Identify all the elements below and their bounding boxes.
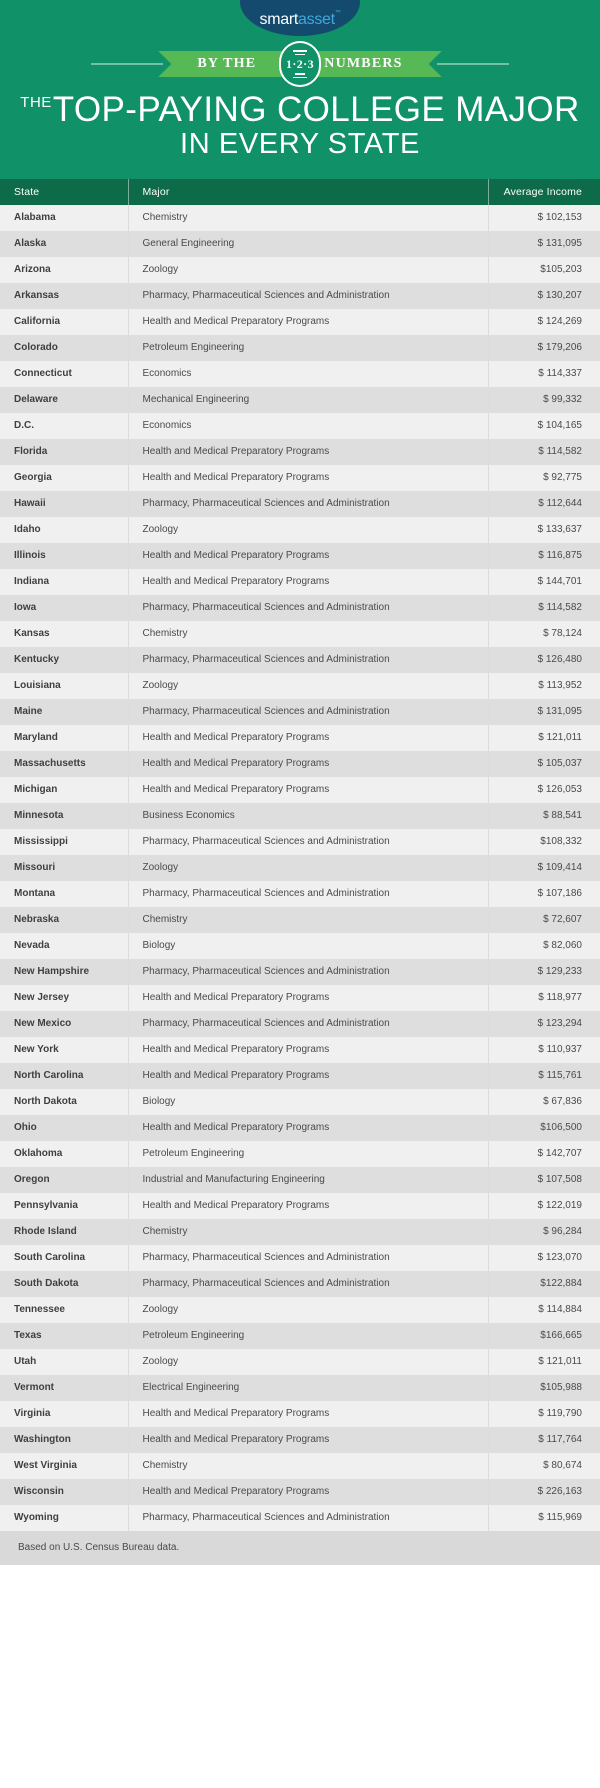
cell-state: Alabama: [0, 205, 128, 231]
table-row: [0, 1375, 600, 1401]
cell-state: North Dakota: [0, 1089, 128, 1115]
cell-state: New Jersey: [0, 985, 128, 1011]
cell-state: Vermont: [0, 1375, 128, 1401]
cell-major: Pharmacy, Pharmaceutical Sciences and Administration: [128, 1271, 488, 1297]
cell-state: Idaho: [0, 517, 128, 543]
table-row: [0, 1141, 600, 1167]
table-row: [0, 777, 600, 803]
cell-average-income: $ 130,207: [537, 289, 582, 301]
cell-major: Petroleum Engineering: [128, 335, 488, 361]
table-row: [0, 1453, 600, 1479]
cell-average-income: $ 142,707: [537, 1147, 582, 1159]
cell-state: South Dakota: [0, 1271, 128, 1297]
cell-major: Economics: [128, 413, 488, 439]
smartasset-logo-badge[interactable]: [240, 0, 360, 36]
cell-state: Pennsylvania: [0, 1193, 128, 1219]
cell-average-income: $ 144,701: [537, 575, 582, 587]
cell-average-income: $ 107,186: [537, 887, 582, 899]
table-row: [0, 1193, 600, 1219]
cell-major: Pharmacy, Pharmaceutical Sciences and Administration: [128, 1245, 488, 1271]
cell-major: Health and Medical Preparatory Programs: [128, 1427, 488, 1453]
table-row: [0, 1245, 600, 1271]
cell-major: Chemistry: [128, 1453, 488, 1479]
logo-word-smart: smart: [259, 11, 299, 28]
cell-average-income: $ 67,836: [543, 1095, 582, 1107]
cell-major: Zoology: [128, 257, 488, 283]
cell-state: Indiana: [0, 569, 128, 595]
table-row: [0, 465, 600, 491]
cell-average-income: $ 121,011: [538, 1355, 582, 1367]
table-row: [0, 413, 600, 439]
numbers-badge-icon: [279, 41, 321, 87]
table-row: [0, 907, 600, 933]
cell-average-income: $ 116,875: [538, 549, 582, 561]
cell-average-income: $ 105,037: [537, 757, 582, 769]
page-title-line1: [8, 92, 592, 128]
badge-line-bottom: [293, 77, 307, 79]
cell-major: Pharmacy, Pharmaceutical Sciences and Administration: [128, 595, 488, 621]
table-row: [0, 257, 600, 283]
table-row: [0, 309, 600, 335]
cell-average-income: $ 104,165: [537, 419, 582, 431]
cell-major: Chemistry: [128, 205, 488, 231]
cell-average-income: $ 122,019: [537, 1199, 582, 1211]
title-block: [0, 82, 600, 165]
title-prefix: THE: [20, 94, 52, 111]
table-row: [0, 751, 600, 777]
cell-average-income: $ 109,414: [537, 861, 582, 873]
cell-state: New Mexico: [0, 1011, 128, 1037]
badge-line-top: [293, 50, 307, 52]
cell-major: Chemistry: [128, 621, 488, 647]
table-row: [0, 1063, 600, 1089]
cell-average-income: $105,988: [540, 1381, 582, 1393]
table-row: [0, 985, 600, 1011]
cell-major: Biology: [128, 1089, 488, 1115]
cell-average-income: $ 118,977: [538, 991, 582, 1003]
cell-state: Mississippi: [0, 829, 128, 855]
ribbon-trail-text: NUMBERS: [324, 56, 403, 71]
cell-major: Pharmacy, Pharmaceutical Sciences and Administration: [128, 491, 488, 517]
cell-state: Oregon: [0, 1167, 128, 1193]
cell-major: Pharmacy, Pharmaceutical Sciences and Administration: [128, 829, 488, 855]
cell-average-income: $ 99,332: [543, 393, 582, 405]
cell-average-income: $ 133,637: [537, 523, 582, 535]
cell-state: Hawaii: [0, 491, 128, 517]
table-row: [0, 647, 600, 673]
cell-average-income: $ 114,337: [538, 367, 582, 379]
cell-average-income: $ 179,206: [537, 341, 582, 353]
cell-state: Kansas: [0, 621, 128, 647]
table-row: [0, 1479, 600, 1505]
cell-major: Industrial and Manufacturing Engineering: [128, 1167, 488, 1193]
table-row: [0, 725, 600, 751]
table-header-row: [0, 179, 600, 205]
cell-average-income: $ 117,764: [538, 1433, 582, 1445]
table-row: [0, 543, 600, 569]
cell-state: Wisconsin: [0, 1479, 128, 1505]
cell-state: Alaska: [0, 231, 128, 257]
cell-major: Zoology: [128, 517, 488, 543]
cell-major: Pharmacy, Pharmaceutical Sciences and Administration: [128, 881, 488, 907]
logo-container: [0, 0, 600, 36]
cell-state: Arizona: [0, 257, 128, 283]
table-row: [0, 829, 600, 855]
cell-state: West Virginia: [0, 1453, 128, 1479]
table-row: [0, 1011, 600, 1037]
table-row: [0, 517, 600, 543]
cell-average-income: $ 123,294: [537, 1017, 582, 1029]
table-head: [0, 179, 600, 205]
cell-state: North Carolina: [0, 1063, 128, 1089]
cell-average-income: $166,665: [540, 1329, 582, 1341]
cell-state: Delaware: [0, 387, 128, 413]
cell-state: Missouri: [0, 855, 128, 881]
by-the-numbers-ribbon: [0, 46, 600, 82]
ribbon-banner: [171, 51, 428, 77]
cell-major: Biology: [128, 933, 488, 959]
cell-major: Chemistry: [128, 1219, 488, 1245]
table-row: [0, 803, 600, 829]
cell-average-income: $ 123,070: [537, 1251, 582, 1263]
logo-word-asset: asset: [298, 11, 335, 28]
cell-average-income: $ 124,269: [537, 315, 582, 327]
cell-average-income: $ 72,607: [543, 913, 582, 925]
cell-state: Tennessee: [0, 1297, 128, 1323]
cell-state: Kentucky: [0, 647, 128, 673]
cell-major: Petroleum Engineering: [128, 1141, 488, 1167]
cell-major: Health and Medical Preparatory Programs: [128, 439, 488, 465]
top-paying-major-table: [0, 179, 600, 1531]
trademark-icon: ™: [334, 9, 341, 16]
cell-state: Minnesota: [0, 803, 128, 829]
table-row: [0, 595, 600, 621]
cell-major: Health and Medical Preparatory Programs: [128, 725, 488, 751]
cell-average-income: $ 107,508: [537, 1173, 582, 1185]
cell-state: Florida: [0, 439, 128, 465]
cell-average-income: $ 129,233: [537, 965, 582, 977]
cell-state: D.C.: [0, 413, 128, 439]
cell-state: South Carolina: [0, 1245, 128, 1271]
cell-average-income: $ 114,582: [538, 445, 582, 457]
title-main: TOP-PAYING COLLEGE MAJOR: [52, 90, 580, 129]
cell-state: Illinois: [0, 543, 128, 569]
cell-average-income: $ 96,284: [543, 1225, 582, 1237]
cell-major: Mechanical Engineering: [128, 387, 488, 413]
data-table-container: [0, 179, 600, 1531]
column-header-state[interactable]: State: [0, 179, 128, 205]
cell-major: Zoology: [128, 1297, 488, 1323]
cell-major: Health and Medical Preparatory Programs: [128, 1115, 488, 1141]
cell-state: Rhode Island: [0, 1219, 128, 1245]
ribbon-rule-left: [91, 63, 163, 65]
cell-major: Petroleum Engineering: [128, 1323, 488, 1349]
cell-state: Virginia: [0, 1401, 128, 1427]
table-row: [0, 1271, 600, 1297]
cell-average-income: $ 82,060: [543, 939, 582, 951]
cell-major: Electrical Engineering: [128, 1375, 488, 1401]
cell-major: Zoology: [128, 673, 488, 699]
cell-average-income: $ 226,163: [537, 1485, 582, 1497]
cell-average-income: $ 126,480: [537, 653, 582, 665]
cell-major: Pharmacy, Pharmaceutical Sciences and Administration: [128, 699, 488, 725]
table-row: [0, 1401, 600, 1427]
table-row: [0, 1297, 600, 1323]
badge-number-label: 1·2·3: [285, 57, 314, 71]
table-row: [0, 569, 600, 595]
column-header-average-income[interactable]: Average Income: [488, 179, 600, 205]
cell-state: Maryland: [0, 725, 128, 751]
cell-average-income: $ 78,124: [543, 627, 582, 639]
cell-state: Utah: [0, 1349, 128, 1375]
table-row: [0, 1349, 600, 1375]
cell-average-income: $ 119,790: [538, 1407, 582, 1419]
cell-average-income: $108,332: [540, 835, 582, 847]
cell-major: Health and Medical Preparatory Programs: [128, 309, 488, 335]
table-row: [0, 855, 600, 881]
table-row: [0, 1037, 600, 1063]
badge-line-bottom2: [295, 73, 305, 75]
table-row: [0, 1089, 600, 1115]
cell-major: Pharmacy, Pharmaceutical Sciences and Administration: [128, 647, 488, 673]
table-row: [0, 881, 600, 907]
table-row: [0, 933, 600, 959]
cell-state: Connecticut: [0, 361, 128, 387]
cell-average-income: $ 113,952: [538, 679, 582, 691]
table-row: [0, 231, 600, 257]
table-row: [0, 1115, 600, 1141]
cell-state: Georgia: [0, 465, 128, 491]
column-header-major[interactable]: Major: [128, 179, 488, 205]
cell-average-income: $ 115,761: [538, 1069, 582, 1081]
table-row: [0, 1505, 600, 1531]
cell-average-income: $ 126,053: [537, 783, 582, 795]
hero-header: [0, 0, 600, 179]
table-row: [0, 673, 600, 699]
cell-major: Health and Medical Preparatory Programs: [128, 985, 488, 1011]
cell-average-income: $105,203: [540, 263, 582, 275]
cell-major: Pharmacy, Pharmaceutical Sciences and Administration: [128, 1011, 488, 1037]
cell-state: California: [0, 309, 128, 335]
cell-average-income: $ 121,011: [538, 731, 582, 743]
table-body: [0, 205, 600, 1531]
cell-average-income: $ 115,969: [538, 1511, 582, 1523]
cell-major: Pharmacy, Pharmaceutical Sciences and Administration: [128, 1505, 488, 1531]
cell-average-income: $ 92,775: [543, 471, 582, 483]
cell-state: Iowa: [0, 595, 128, 621]
cell-state: Oklahoma: [0, 1141, 128, 1167]
ribbon-rule-right: [437, 63, 509, 65]
table-row: [0, 387, 600, 413]
table-row: [0, 361, 600, 387]
cell-state: Ohio: [0, 1115, 128, 1141]
cell-average-income: $ 110,937: [538, 1043, 582, 1055]
table-row: [0, 205, 600, 231]
cell-state: Texas: [0, 1323, 128, 1349]
cell-major: Health and Medical Preparatory Programs: [128, 569, 488, 595]
cell-major: Health and Medical Preparatory Programs: [128, 1037, 488, 1063]
cell-state: Michigan: [0, 777, 128, 803]
table-row: [0, 1427, 600, 1453]
cell-major: Zoology: [128, 1349, 488, 1375]
cell-state: New Hampshire: [0, 959, 128, 985]
cell-average-income: $ 114,884: [538, 1303, 582, 1315]
cell-state: Washington: [0, 1427, 128, 1453]
cell-state: Massachusetts: [0, 751, 128, 777]
cell-major: Chemistry: [128, 907, 488, 933]
cell-state: Arkansas: [0, 283, 128, 309]
cell-major: Economics: [128, 361, 488, 387]
table-row: [0, 1323, 600, 1349]
cell-major: Business Economics: [128, 803, 488, 829]
cell-average-income: $ 88,541: [543, 809, 582, 821]
table-row: [0, 1219, 600, 1245]
cell-average-income: $ 131,095: [537, 705, 582, 717]
cell-state: Montana: [0, 881, 128, 907]
cell-state: New York: [0, 1037, 128, 1063]
cell-major: Pharmacy, Pharmaceutical Sciences and Administration: [128, 283, 488, 309]
cell-major: Health and Medical Preparatory Programs: [128, 543, 488, 569]
cell-state: Nevada: [0, 933, 128, 959]
cell-major: Health and Medical Preparatory Programs: [128, 1479, 488, 1505]
ribbon-lead-text: BY THE: [197, 56, 257, 71]
cell-state: Colorado: [0, 335, 128, 361]
cell-average-income: $ 80,674: [543, 1459, 582, 1471]
cell-average-income: $106,500: [540, 1121, 582, 1133]
table-row: [0, 439, 600, 465]
cell-major: Health and Medical Preparatory Programs: [128, 1401, 488, 1427]
smartasset-logo-text: [260, 11, 341, 29]
cell-state: Wyoming: [0, 1505, 128, 1531]
cell-major: Zoology: [128, 855, 488, 881]
cell-average-income: $ 114,582: [538, 601, 582, 613]
table-row: [0, 283, 600, 309]
cell-major: Health and Medical Preparatory Programs: [128, 777, 488, 803]
source-note: Based on U.S. Census Bureau data.: [0, 1531, 600, 1565]
table-row: [0, 621, 600, 647]
cell-state: Maine: [0, 699, 128, 725]
cell-average-income: $ 131,095: [537, 237, 582, 249]
cell-major: General Engineering: [128, 231, 488, 257]
table-row: [0, 1167, 600, 1193]
cell-major: Health and Medical Preparatory Programs: [128, 465, 488, 491]
table-row: [0, 959, 600, 985]
table-row: [0, 699, 600, 725]
cell-average-income: $ 102,153: [537, 211, 582, 223]
table-row: [0, 491, 600, 517]
table-row: [0, 335, 600, 361]
cell-state: Louisiana: [0, 673, 128, 699]
cell-state: Nebraska: [0, 907, 128, 933]
badge-line-top2: [295, 54, 305, 56]
cell-major: Health and Medical Preparatory Programs: [128, 1063, 488, 1089]
cell-major: Pharmacy, Pharmaceutical Sciences and Administration: [128, 959, 488, 985]
cell-average-income: $ 112,644: [538, 497, 582, 509]
page-title-line2: IN EVERY STATE: [180, 128, 420, 161]
cell-major: Health and Medical Preparatory Programs: [128, 1193, 488, 1219]
cell-major: Health and Medical Preparatory Programs: [128, 751, 488, 777]
cell-average-income: $122,884: [540, 1277, 582, 1289]
